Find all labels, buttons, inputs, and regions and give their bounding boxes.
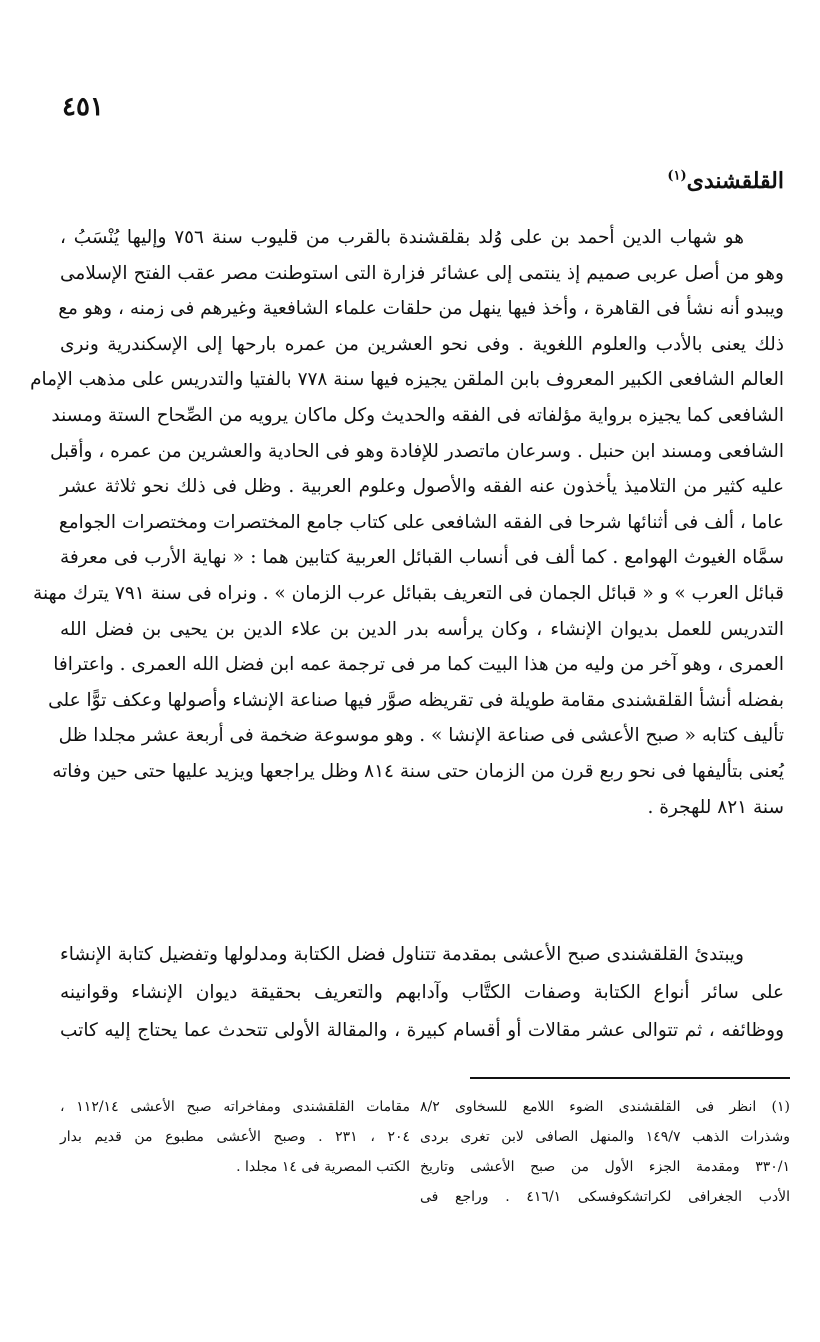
paragraph-line: يُعنى بتأليفها فى نحو ربع قرن من الزمان حتى سنة ٨١٤ وظل يراجعها ويزيد عليها حتى حين وفاته [52,760,784,782]
paragraph-line: تأليف كتابه « صبح الأعشى فى صناعة الإنشا » . وهو موسوعة ضخمة فى أربعة عشر مجلدا ظل [58,725,784,747]
footnote-line: مقامات القلقشندى ومفاخراته صبح الأعشى ١١٢/١٤ ، [60,1099,410,1115]
paragraph-line: العمرى ، وهو آخر من وليه من هذا البيت كما مر فى ترجمة عمه ابن فضل الله العمرى . واعترافا [53,654,784,676]
paragraph-line: هو شهاب الدين أحمد بن على وُلد بقلقشندة بالقرب من قليوب سنة ٧٥٦ وإليها يُنْسَبُ ، [60,227,744,248]
paragraph-line: التدريس للعمل بديوان الإنشاء ، وكان يرأسه بدر الدين بن علاء الدين بن يحيى بن فضل الله [60,618,784,640]
section-title [667,168,784,194]
paragraph-2 [60,936,784,1050]
paragraph-line: سنة ٨٢١ للهجرة . [647,796,784,818]
paragraph-line: وهو من أصل عربى صميم إذ ينتمى إلى عشائر فزارة التى استوطنت مصر عقب الفتح الإسلامى [60,262,784,284]
footnote-column-left [60,1092,410,1182]
footnote-line: وشذرات الذهب ١٤٩/٧ والمنهل الصافى لابن تغرى بردى [420,1129,790,1145]
footnote-line: ٢٠٤ ، ٢٣١ . وصبح الأعشى مطبوع من قديم بدار [60,1129,411,1145]
paragraph-line: العالم الشافعى الكبير المعروف بابن الملقن يجيزه فيها سنة ٧٧٨ بالفتيا والتدريس على مذهب الإمام [30,369,784,391]
footnote-column-right [420,1092,790,1212]
paragraph-line: سمَّاه الغيوث الهوامع . كما ألف فى أنساب القبائل العربية كتابين هما : « نهاية الأرب فى معرفة [60,547,784,569]
paragraph-line: قبائل العرب » و « قبائل الجمان فى التعريف بقبائل عرب الزمان » . ونراه فى سنة ٧٩١ يترك مهنة [33,582,784,604]
footnote-line: ٣٣٠/١ ومقدمة الجزء الأول من صبح الأعشى وتاريخ [420,1159,790,1175]
paragraph-line: الشافعى ومسند ابن حنبل . وسرعان ماتصدر للإفادة وهو فى الحادية والعشرين من عمره ، وأقبل [49,440,784,462]
footnote-line: الكتب المصرية فى ١٤ مجلدا . [236,1159,410,1175]
title-footnote-marker: (١) [667,168,687,184]
paragraph-1 [30,220,784,825]
paragraph-line: عليه كثير من التلاميذ يأخذون عنه الفقه والأصول وعلوم العربية . وظل فى ذلك نحو ثلاثة عشر [60,476,784,498]
paragraph-line: ويبتدئ القلقشندى صبح الأعشى بمقدمة تتناول فضل الكتابة ومدلولها وتفضيل كتابة الإنشاء [60,944,744,965]
paragraph-line: الشافعى كما يجيزه برواية مؤلفاته فى الفقه والحديث وكل ماكان يرويه من الصِّحاح الستة ومسند [51,404,784,426]
paragraph-line: على سائر أنواع الكتابة وصفات الكتَّاب وآدابهم والتعريف بحقيقة ديوان الإنشاء وقوانينه [60,982,784,1003]
footnote-divider [470,1077,790,1079]
paragraph-line: بفضله أنشأ القلقشندى مقامة طويلة فى تقريظه صوَّر فيها صناعة الإنشاء وأصولها وعكف توًّا على [48,689,784,711]
footnote-line: الأدب الجغرافى لكراتشكوفسكى ٤١٦/١ . وراجع فى [420,1189,790,1205]
section-title-text: القلقشندى [686,168,784,194]
footnote-line: (١) انظر فى القلقشندى الضوء اللامع للسخاوى ٨/٢ [420,1099,790,1115]
paragraph-line: ويبدو أنه نشأ فى القاهرة ، وأخذ فيها ينهل من حلقات علماء الشافعية وغيرهم فى زمنه ، وهو مع [58,298,784,320]
paragraph-line: ووظائفه ، ثم تتوالى عشر مقالات أو أقسام كبيرة ، والمقالة الأولى تتحدث عما يحتاج إليه كاتب [60,1020,784,1041]
paragraph-line: ذلك يعنى بالأدب والعلوم اللغوية . وفى نحو العشرين من عمره بارحها إلى الإسكندرية ونرى [60,333,784,355]
page-number: ٤٥١ [62,92,104,122]
paragraph-line: عاما ، ألف فى أثنائها شرحا فى الفقه الشافعى على كتاب جامع المختصرات ومختصرات الجوامع [58,511,784,533]
